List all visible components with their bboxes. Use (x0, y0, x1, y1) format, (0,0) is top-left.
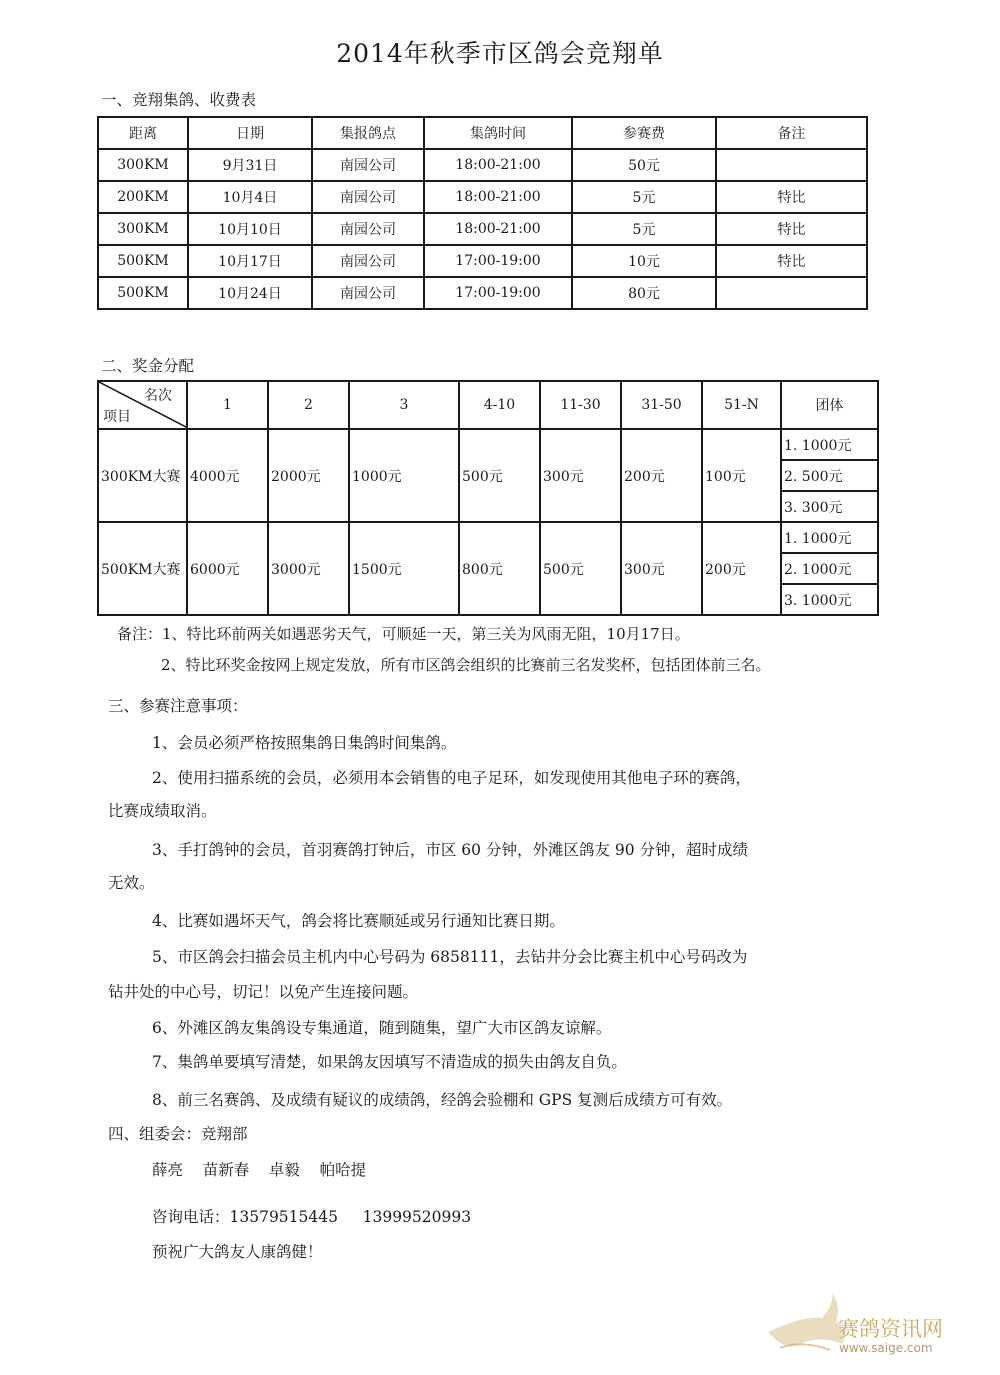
header-remark: 备注 (716, 117, 867, 149)
cell-remark: 特比 (716, 181, 867, 213)
section1-heading: 一、竞翔集鸽、收费表 (101, 91, 257, 109)
cell-fee: 5元 (572, 181, 716, 213)
greeting: 预祝广大鸽友人康鸽健！ (152, 1243, 323, 1261)
prize-cell: 500元 (459, 429, 540, 522)
header-time: 集鸽时间 (424, 117, 572, 149)
remark-line-2: 2、特比环奖金按网上规定发放，所有市区鸽会组织的比赛前三名发奖杯，包括团体前三名。 (161, 656, 771, 674)
rank-column-header: 31-50 (621, 381, 702, 429)
table-row (98, 213, 867, 245)
header-date: 日期 (188, 117, 312, 149)
team-prize-cell: 3. 1000元 (781, 584, 878, 615)
team-prize-cell: 1. 1000元 (781, 522, 878, 553)
cell-time: 18:00-21:00 (424, 213, 572, 245)
rule-item: 6、外滩区鸽友集鸽设专集通道，随到随集，望广大市区鸽友谅解。 (152, 1019, 612, 1037)
section3-heading: 三、参赛注意事项： (108, 697, 248, 715)
prize-cell: 300元 (540, 429, 621, 522)
cell-time: 17:00-19:00 (424, 277, 572, 309)
item-label: 项目 (103, 409, 131, 425)
prize-cell: 1500元 (349, 522, 459, 615)
cell-location: 南园公司 (312, 149, 424, 181)
table-row (98, 245, 867, 277)
rank-column-header: 4-10 (459, 381, 540, 429)
header-location: 集报鸽点 (312, 117, 424, 149)
rule-item: 1、会员必须严格按照集鸽日集鸽时间集鸽。 (152, 734, 457, 752)
prize-cell: 300元 (621, 522, 702, 615)
rule-item-continued: 比赛成绩取消。 (108, 802, 217, 820)
cell-distance: 500KM (98, 277, 188, 309)
table-row (98, 149, 867, 181)
diagonal-header-cell (98, 381, 187, 429)
cell-date: 10月24日 (188, 277, 312, 309)
rule-item: 2、使用扫描系统的会员，必须用本会销售的电子足环，如发现使用其他电子环的赛鸽， (152, 769, 751, 787)
team-prize-cell: 3. 300元 (781, 491, 878, 522)
cell-remark (716, 277, 867, 309)
team-prize-cell: 2. 500元 (781, 460, 878, 491)
header-fee: 参赛费 (572, 117, 716, 149)
cell-date: 10月10日 (188, 213, 312, 245)
prize-table (97, 380, 879, 616)
rank-column-header: 2 (268, 381, 349, 429)
cell-date: 9月31日 (188, 149, 312, 181)
cell-fee: 5元 (572, 213, 716, 245)
rule-item: 5、市区鸽会扫描会员主机内中心号码为 6858111，去钻井分会比赛主机中心号码改为 (152, 948, 748, 966)
cell-remark: 特比 (716, 213, 867, 245)
race-name: 500KM大赛 (98, 522, 187, 615)
rank-column-header: 11-30 (540, 381, 621, 429)
rule-item: 7、集鸽单要填写清楚，如果鸽友因填写不清造成的损失由鸽友自负。 (152, 1053, 627, 1071)
cell-distance: 200KM (98, 181, 188, 213)
cell-distance: 300KM (98, 213, 188, 245)
cell-fee: 80元 (572, 277, 716, 309)
cell-location: 南园公司 (312, 277, 424, 309)
table-row (98, 429, 878, 460)
rule-item-continued: 无效。 (108, 874, 155, 892)
cell-location: 南园公司 (312, 213, 424, 245)
watermark-text: 赛鸽资讯网 (838, 1317, 943, 1341)
prize-cell: 3000元 (268, 522, 349, 615)
prize-cell: 6000元 (187, 522, 268, 615)
race-name: 300KM大赛 (98, 429, 187, 522)
prize-table-header (98, 381, 878, 429)
cell-date: 10月17日 (188, 245, 312, 277)
cell-fee: 50元 (572, 149, 716, 181)
rank-label: 名次 (144, 388, 172, 404)
cell-time: 17:00-19:00 (424, 245, 572, 277)
header-distance: 距离 (98, 117, 188, 149)
team-prize-cell: 1. 1000元 (781, 429, 878, 460)
contact-phone: 咨询电话：13579515445 13999520993 (152, 1208, 472, 1226)
rule-item: 3、手打鸽钟的会员，首羽赛鸽打钟后，市区 60 分钟，外滩区鸽友 90 分钟，超时成绩 (152, 841, 749, 859)
prize-cell: 4000元 (187, 429, 268, 522)
team-column-header: 团体 (781, 381, 878, 429)
committee-members: 薛亮 苗新春 卓毅 帕哈提 (152, 1161, 367, 1179)
rule-item-continued: 钻井处的中心号，切记！以免产生连接问题。 (108, 983, 419, 1001)
rule-item: 8、前三名赛鸽、及成绩有疑议的成绩鸽，经鸽会验棚和 GPS 复测后成绩方可有效。 (152, 1091, 733, 1109)
rank-column-header: 3 (349, 381, 459, 429)
prize-cell: 500元 (540, 522, 621, 615)
table-row (98, 181, 867, 213)
cell-distance: 500KM (98, 245, 188, 277)
section4-heading: 四、组委会：竞翔部 (108, 1125, 248, 1143)
cell-time: 18:00-21:00 (424, 181, 572, 213)
section2-heading: 二、奖金分配 (101, 357, 195, 375)
team-prize-cell: 2. 1000元 (781, 553, 878, 584)
fee-table (97, 116, 868, 310)
rank-column-header: 51-N (702, 381, 781, 429)
table-row (98, 522, 878, 553)
cell-distance: 300KM (98, 149, 188, 181)
fee-table-header (98, 117, 867, 149)
prize-cell: 1000元 (349, 429, 459, 522)
remark-line-1: 备注：1、特比环前两关如遇恶劣天气，可顺延一天，第三关为风雨无阻，10月17日。 (117, 625, 690, 643)
rank-column-header: 1 (187, 381, 268, 429)
prize-cell: 2000元 (268, 429, 349, 522)
cell-location: 南园公司 (312, 245, 424, 277)
table-row (98, 277, 867, 309)
cell-fee: 10元 (572, 245, 716, 277)
cell-location: 南园公司 (312, 181, 424, 213)
prize-cell: 200元 (702, 522, 781, 615)
prize-cell: 200元 (621, 429, 702, 522)
cell-remark: 特比 (716, 245, 867, 277)
cell-remark (716, 149, 867, 181)
cell-time: 18:00-21:00 (424, 149, 572, 181)
rule-item: 4、比赛如遇坏天气，鸽会将比赛顺延或另行通知比赛日期。 (152, 912, 565, 930)
prize-cell: 800元 (459, 522, 540, 615)
watermark-url: www.saige.com (839, 1341, 933, 1355)
prize-cell: 100元 (702, 429, 781, 522)
document-title: 2014年秋季市区鸽会竞翔单 (336, 39, 664, 68)
cell-date: 10月4日 (188, 181, 312, 213)
